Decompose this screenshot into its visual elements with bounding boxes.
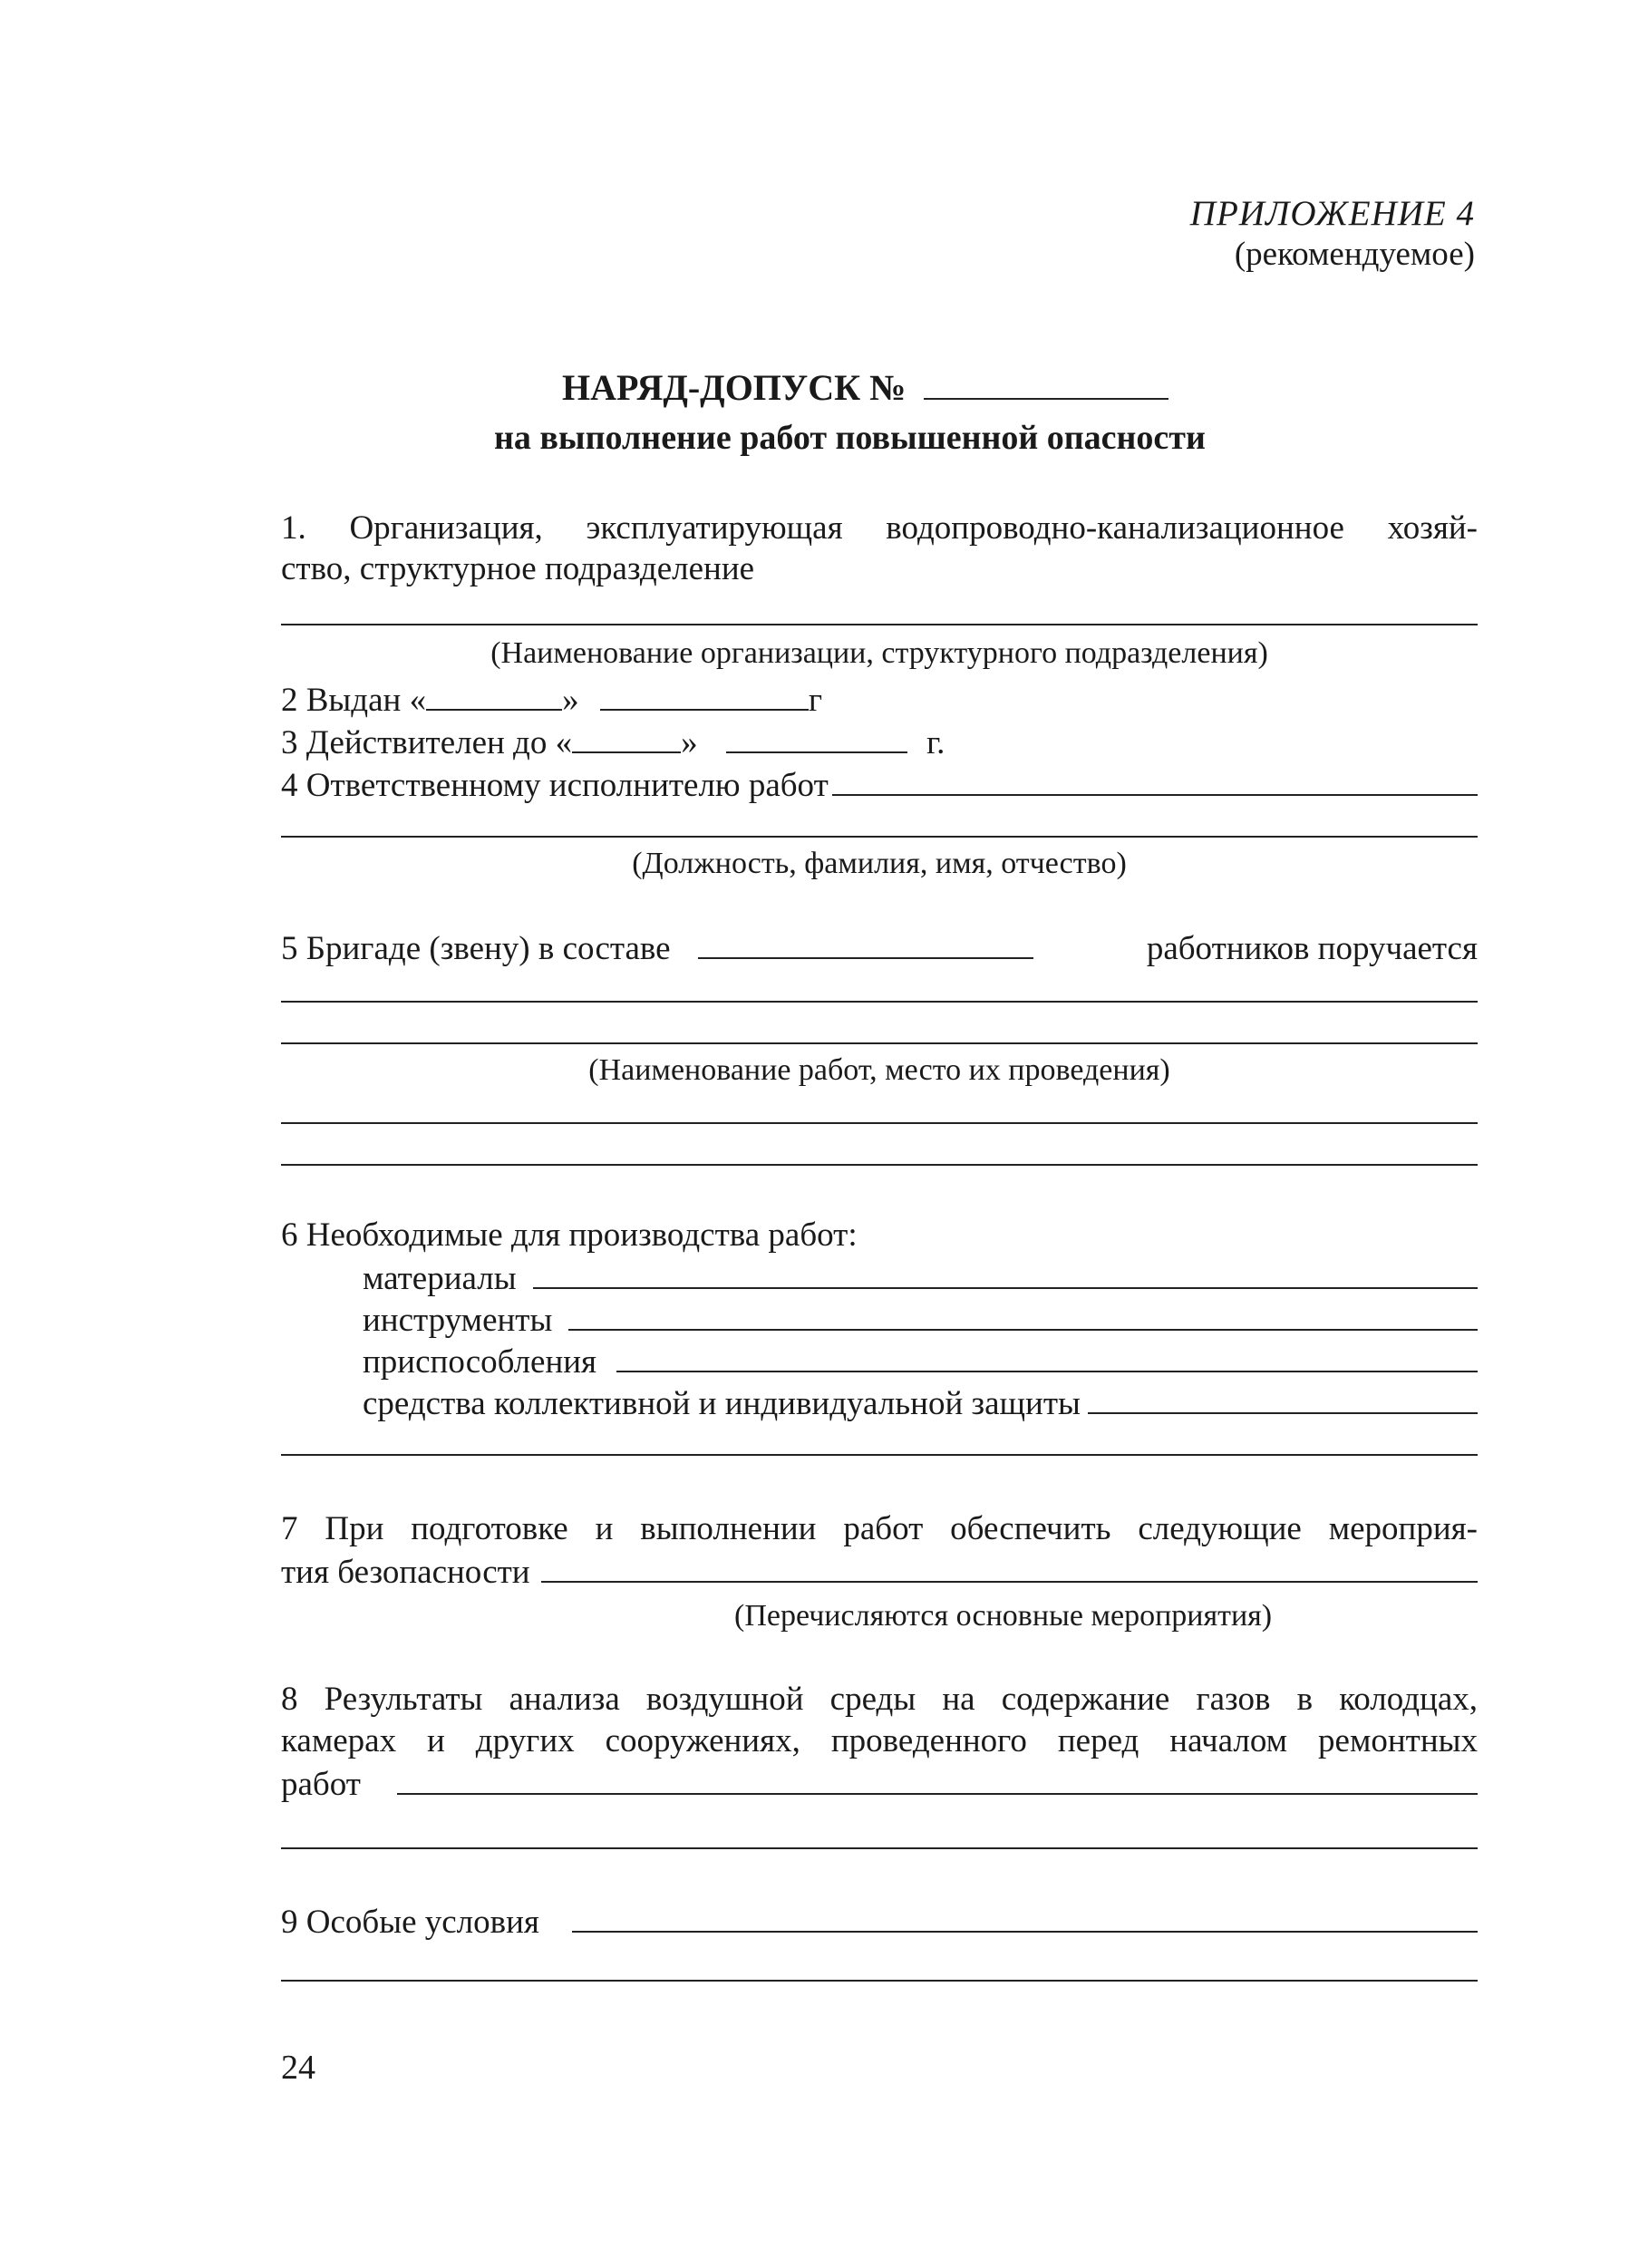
document-subtitle: на выполнение работ повышенной опасности — [494, 419, 1206, 457]
safety-measures-field[interactable] — [541, 1550, 1478, 1583]
item-9-extra-line[interactable] — [281, 1980, 1478, 1982]
item-7-line-2: тия безопасности — [281, 1554, 530, 1591]
item-3-quote: » — [681, 724, 698, 761]
item-6-protection-row — [363, 1381, 1478, 1425]
item-2-quote: » — [562, 682, 579, 719]
air-analysis-field[interactable] — [397, 1762, 1478, 1795]
item-3-row — [281, 721, 945, 764]
item-1-line-2: ство, структурное подразделение — [281, 550, 755, 587]
item-2-label: 2 Выдан « — [281, 682, 427, 719]
item-6-materials-row — [363, 1256, 1478, 1300]
item-6-devices-row — [363, 1340, 1478, 1383]
permit-number-field[interactable] — [924, 367, 1168, 400]
item-4-second-line[interactable] — [281, 836, 1478, 838]
item-8-extra-line[interactable] — [281, 1847, 1478, 1849]
tools-label: инструменты — [363, 1302, 553, 1339]
valid-day-field[interactable] — [572, 721, 681, 753]
item-4-label: 4 Ответственному исполнителю работ — [281, 767, 829, 804]
appendix-title: ПРИЛОЖЕНИЕ 4 — [1189, 194, 1475, 233]
item-5-caption: (Наименование работ, место их проведения) — [588, 1053, 1170, 1087]
appendix-subtitle: (рекомендуемое) — [1234, 236, 1475, 273]
item-6-tools-row — [363, 1298, 1478, 1342]
issued-month-field[interactable] — [600, 678, 809, 711]
item-8-row — [281, 1762, 1478, 1806]
item-5-line-3[interactable] — [281, 1122, 1478, 1124]
materials-field[interactable] — [533, 1256, 1478, 1289]
title-text: НАРЯД-ДОПУСК № — [562, 367, 907, 408]
special-conditions-field[interactable] — [572, 1900, 1478, 1933]
item-7-caption: (Перечисляются основные мероприятия) — [734, 1599, 1273, 1633]
item-5-line-4[interactable] — [281, 1164, 1478, 1166]
item-4-caption: (Должность, фамилия, имя, отчество) — [632, 847, 1127, 880]
tools-field[interactable] — [568, 1298, 1478, 1331]
protection-field[interactable] — [1088, 1381, 1478, 1414]
team-size-field[interactable] — [698, 926, 1033, 959]
item-7-line-1: 7 При подготовке и выполнении работ обеспечить следующие мероприя- — [281, 1510, 1478, 1547]
item-6-label: 6 Необходимые для производства работ: — [281, 1216, 858, 1254]
materials-label: материалы — [363, 1260, 517, 1297]
protection-label: средства коллективной и индивидуальной защиты — [363, 1385, 1081, 1422]
item-1-line-1: 1. Организация, эксплуатирующая водопроводно-канализационное хозяй- — [281, 509, 1478, 547]
item-9-label: 9 Особые условия — [281, 1904, 539, 1941]
issued-day-field[interactable] — [426, 678, 562, 711]
item-4-row — [281, 763, 1478, 807]
item-9-row — [281, 1900, 1478, 1943]
item-5-line-1[interactable] — [281, 1001, 1478, 1003]
item-3-label: 3 Действителен до « — [281, 724, 573, 761]
responsible-person-field[interactable] — [832, 763, 1478, 796]
item-5-label: 5 Бригаде (звену) в составе — [281, 930, 671, 967]
document-title — [562, 366, 1168, 410]
valid-month-field[interactable] — [726, 721, 907, 753]
item-2-row — [281, 678, 822, 722]
item-1-caption: (Наименование организации, структурного подразделения) — [490, 636, 1268, 670]
item-7-row — [281, 1550, 1478, 1594]
item-8-line-2: камерах и других сооружениях, проведенного перед началом ремонтных — [281, 1722, 1478, 1759]
item-1-org-line[interactable] — [281, 624, 1478, 625]
page-number: 24 — [281, 2049, 315, 2087]
item-8-line-3: работ — [281, 1766, 361, 1803]
item-3-year: г. — [926, 724, 945, 761]
item-5-suffix: работников поручается — [1146, 930, 1478, 967]
devices-field[interactable] — [616, 1340, 1478, 1372]
devices-label: приспособления — [363, 1343, 597, 1381]
item-8-line-1: 8 Результаты анализа воздушной среды на содержание газов в колодцах, — [281, 1681, 1478, 1718]
item-5-line-2[interactable] — [281, 1042, 1478, 1044]
item-5-row — [281, 926, 1478, 970]
item-6-extra-line[interactable] — [281, 1454, 1478, 1456]
item-2-year: г — [808, 682, 823, 719]
